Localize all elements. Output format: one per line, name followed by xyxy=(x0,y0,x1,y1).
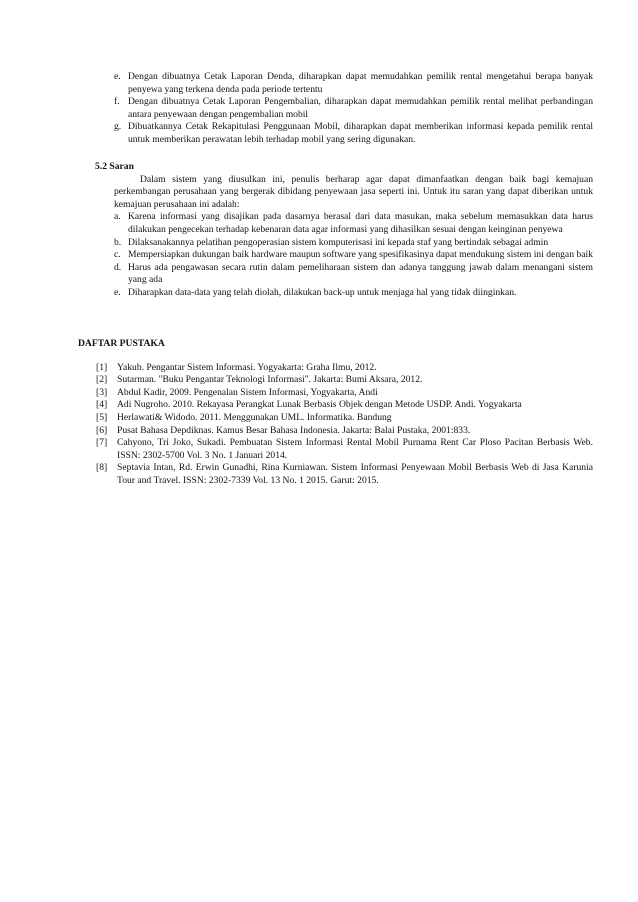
reference-label: [7] xyxy=(96,437,108,449)
reference-label: [2] xyxy=(96,374,108,386)
list-item-label: f. xyxy=(114,96,120,108)
list-item-label: e. xyxy=(114,286,121,298)
list-item-text: Dilaksanakannya pelatihan pengoperasian sistem komputerisasi ini kepada staf yang bertindak sebagai admin xyxy=(128,236,549,248)
list-item xyxy=(114,262,593,287)
reference-item xyxy=(96,387,593,400)
objective-list xyxy=(0,71,638,147)
section-heading: 5.2 Saran xyxy=(95,161,134,172)
reference-text: Pusat Bahasa Depdiknas. Kamus Besar Bahasa Indonesia. Jakarta: Balai Pustaka, 2001:833. xyxy=(117,424,471,436)
reference-label: [3] xyxy=(96,386,108,398)
reference-text: Septavia Intan, Rd. Erwin Gunadhi, Rina Kurniawan. Sistem Informasi Penyewaan Mobil Berbasis Web di Jasa Karunia Tour and Travel. ISSN: 2302-7339 Vol. 13 No. 1 2015. Garut: 2015. xyxy=(117,462,593,486)
list-item-label: d. xyxy=(114,261,122,273)
list-item-text: Dengan dibuatnya Cetak Laporan Pengembalian, diharapkan dapat memudahkan pemilik rental melihat perbandingan antara penyewaan dengan pengembalian mobil xyxy=(128,96,593,120)
reference-text: Sutarman. "Buku Pengantar Teknologi Informasi". Jakarta: Bumi Aksara, 2012. xyxy=(117,374,423,386)
saran-section xyxy=(0,161,638,300)
list-item xyxy=(114,237,593,250)
reference-label: [5] xyxy=(96,411,108,423)
reference-text: Yakub. Pengantar Sistem Informasi. Yogyakarta: Graha Ilmu, 2012. xyxy=(117,361,377,373)
list-item-text: Mempersiapkan dukungan baik hardware maupun software yang spesifikasinya dapat mendukung sistem ini dengan baik xyxy=(128,249,593,261)
list-item-text: Karena informasi yang disajikan pada dasarnya berasal dari data masukan, maka sebelum memasukkan data harus dilakukan pengecekan terhadap kebenaran data agar informasi yang dihasilkan sesuai dengan keinginan penyewa xyxy=(128,211,593,235)
saran-intro: Dalam sistem yang diusulkan ini, penulis berharap agar dapat dimanfaatkan dengan baik bagi kemajuan perkembangan perusahaan yang bergerak dibidang penyewaan jasa seperti ini. Untuk itu saran yang dapat diberikan untuk kemajuan perusahaan ini adalah: xyxy=(114,173,593,210)
reference-item xyxy=(96,412,593,425)
list-item-label: b. xyxy=(114,236,122,248)
list-item-text: Dibuatkannya Cetak Rekapitulasi Penggunaan Mobil, diharapkan dapat memberikan informasi kepada pemilik rental untuk memberikan perawatan lebih terhadap mobil yang sering digunakan. xyxy=(128,121,593,145)
reference-text: Adi Nugroho. 2010. Rekayasa Perangkat Lunak Berbasis Objek dengan Metode USDP. Andi. Yogyakarta xyxy=(117,399,522,411)
reference-item xyxy=(96,362,593,375)
list-item xyxy=(114,249,593,262)
reference-item xyxy=(96,374,593,387)
list-item-text: Dengan dibuatnya Cetak Laporan Denda, diharapkan dapat memudahkan pemilik rental mengetahui berapa banyak penyewa yang terkena denda pada periode tertentu xyxy=(128,71,593,95)
section-heading: DAFTAR PUSTAKA xyxy=(78,338,165,349)
list-item-label: e. xyxy=(114,71,121,82)
reference-item xyxy=(96,399,593,412)
list-item xyxy=(114,121,593,146)
list-item-text: Diharapkan data-data yang telah diolah, dilakukan back-up untuk menjaga hal yang tidak diinginkan. xyxy=(128,286,517,298)
reference-label: [4] xyxy=(96,399,108,411)
reference-text: Herlawati& Widodo. 2011. Menggunakan UML. Informatika. Bandung xyxy=(117,411,392,423)
list-item-text: Harus ada pengawasan secara rutin dalam pemeliharaan sistem dan adanya tanggung jawab dalam menangani sistem yang ada xyxy=(128,261,593,286)
reference-label: [6] xyxy=(96,424,108,436)
reference-item xyxy=(96,437,593,462)
list-item xyxy=(114,71,593,96)
list-item-label: g. xyxy=(114,121,122,133)
bibliography-section xyxy=(0,338,638,488)
reference-label: [1] xyxy=(96,361,108,373)
reference-item xyxy=(96,462,593,487)
list-item-label: c. xyxy=(114,249,121,261)
list-item xyxy=(114,287,593,300)
reference-label: [8] xyxy=(96,462,108,474)
reference-item xyxy=(96,425,593,438)
reference-text: Abdul Kadir, 2009. Pengenalan Sistem Informasi, Yogyakarta, Andi xyxy=(117,386,378,398)
reference-text: Cahyono, Tri Joko, Sukadi. Pembuatan Sistem Informasi Rental Mobil Purnama Rent Car Ploso Pacitan Berbasis Web. ISSN: 2302-5700 Vol. 3 No. 1 Januari 2014. xyxy=(117,437,593,461)
list-item xyxy=(114,211,593,236)
list-item xyxy=(114,96,593,121)
list-item-label: a. xyxy=(114,211,121,223)
